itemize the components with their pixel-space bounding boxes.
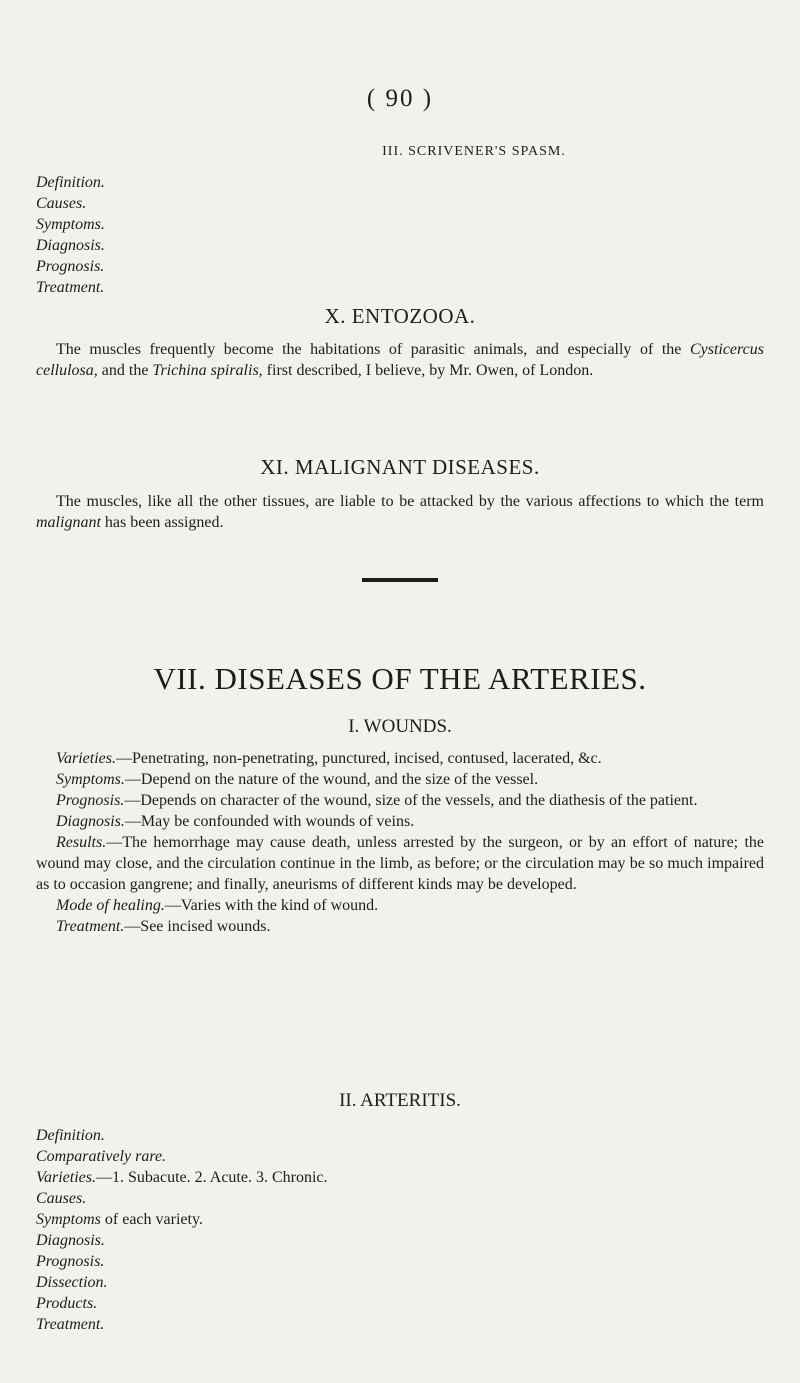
wounds-results [36,832,764,895]
prognosis-text: —Depends on character of the wound, size of the vessels, and the diathesis of the patient. [124,792,698,809]
arteritis-varieties [36,1167,328,1188]
varieties-text: —Penetrating, non-penetrating, punctured, incised, contused, lacerated, &c. [116,750,602,767]
treatment-text: —See incised wounds. [124,918,271,935]
section-xi-text-2: has been assigned. [100,514,224,531]
section-x-heading: X. ENTOZOOA. [324,304,476,328]
section-xi-heading: XI. MALIGNANT DISEASES. [260,455,540,479]
mode-text: —Varies with the kind of wound. [164,897,379,914]
section-iii-topic-list [36,172,105,298]
diagnosis-text: —May be confounded with wounds of veins. [124,813,415,830]
section-x-text-1: The muscles frequently become the habitations of parasitic animals, and especially of the [56,341,690,358]
wounds-diagnosis [36,811,764,832]
arteritis-prognosis: Prognosis. [36,1253,105,1270]
topic-definition: Definition. [36,174,105,191]
arteritis-causes: Causes. [36,1190,87,1207]
results-text: —The hemorrhage may cause death, unless arrested by the surgeon, or by an effort of nature; the wound may close, and the circulation continue in the limb, as before; or the circulation may be so much impaired as to occasion gangrene; and finally, aneurisms of different kinds may be developed. [36,834,764,893]
mode-label: Mode of healing. [56,897,165,914]
section-x-paragraph [36,339,764,381]
arteritis-definition: Definition. [36,1127,105,1144]
arteritis-symptoms-label: Symptoms [36,1211,101,1228]
symptoms-label: Symptoms. [56,771,125,788]
topic-causes: Causes. [36,195,87,212]
arteritis-treatment: Treatment. [36,1316,105,1333]
varieties-label: Varieties. [56,750,116,767]
section-xi-paragraph [36,491,764,533]
chapter-divider-rule [362,578,438,582]
section-x-text-2: and the [97,362,153,379]
arteritis-diagnosis: Diagnosis. [36,1232,105,1249]
topic-diagnosis: Diagnosis. [36,237,105,254]
wounds-heading: I. WOUNDS. [348,716,452,737]
section-x-em-1: Cysticercus cellulosa, [36,341,764,379]
wounds-treatment [36,916,764,937]
topic-prognosis: Prognosis. [36,258,105,275]
section-xi-text-1: The muscles, like all the other tissues, are liable to be attacked by the various affections to which the term [56,493,764,510]
section-x-em-2: Trichina spiralis, [152,362,263,379]
symptoms-text: —Depend on the nature of the wound, and the size of the vessel. [124,771,539,788]
topic-symptoms: Symptoms. [36,216,105,233]
section-x-text-3: first described, I believe, by Mr. Owen, of London. [262,362,594,379]
arteritis-symptoms-text: of each variety. [100,1211,203,1228]
section-xi-em-1: malignant [36,514,101,531]
arteritis-dissection: Dissection. [36,1274,108,1291]
wounds-prognosis [36,790,764,811]
diagnosis-label: Diagnosis. [56,813,125,830]
page-number: ( 90 ) [366,85,434,112]
chapter-vii-heading: VII. DISEASES OF THE ARTERIES. [153,661,647,696]
arteritis-products: Products. [36,1295,98,1312]
prognosis-label: Prognosis. [56,792,125,809]
arteritis-varieties-text: —1. Subacute. 2. Acute. 3. Chronic. [96,1169,328,1186]
wounds-symptoms [36,769,764,790]
section-iii-heading: III. SCRIVENER'S SPASM. [382,144,566,159]
wounds-body [36,748,764,937]
treatment-label: Treatment. [56,918,125,935]
wounds-varieties [36,748,764,769]
topic-treatment: Treatment. [36,279,105,296]
arteritis-heading: II. ARTERITIS. [339,1090,461,1111]
arteritis-symptoms [36,1209,328,1230]
arteritis-comparatively: Comparatively rare. [36,1148,167,1165]
wounds-mode-of-healing [36,895,764,916]
arteritis-topic-list [36,1125,328,1335]
arteritis-varieties-label: Varieties. [36,1169,96,1186]
results-label: Results. [56,834,107,851]
